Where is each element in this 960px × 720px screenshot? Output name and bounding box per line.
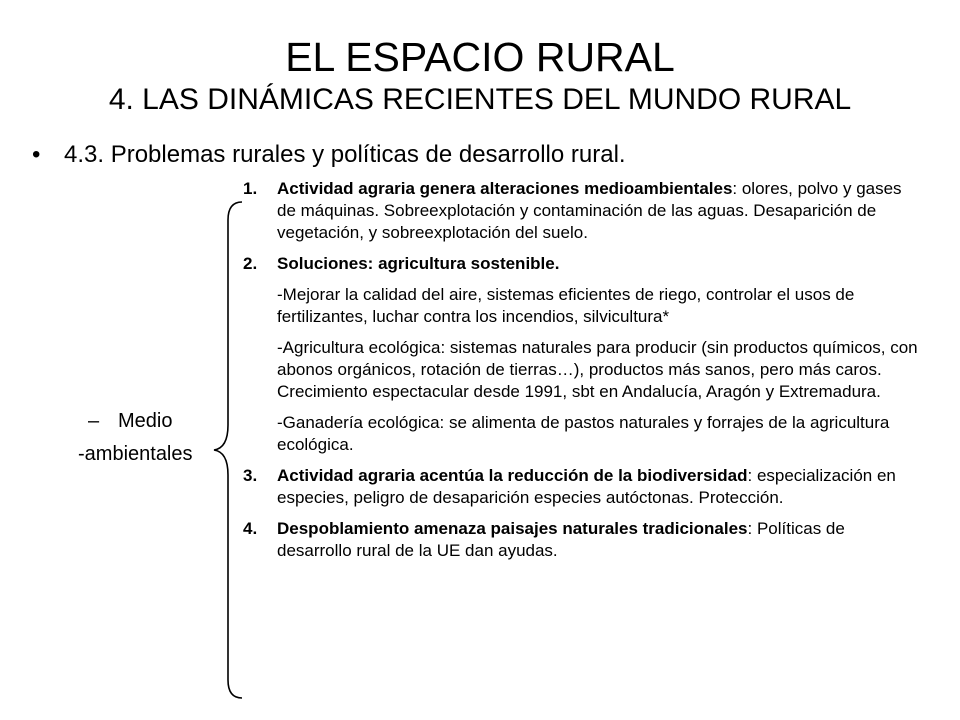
item-paragraph: -Agricultura ecológica: sistemas naturales para producir (sin productos químicos, con abonos orgánicos, rotación de tierras…), productos más sanos, pero más caros. Crecimiento espectacular desde 1991, sbt en Andalucía, Aragón y Extremadura. [277, 338, 918, 401]
item-number: 2. [243, 254, 258, 273]
item-number: 3. [243, 466, 258, 485]
section-heading: 4.3. Problemas rurales y políticas de desarrollo rural. [64, 141, 626, 168]
item-text: : Políticas de desarrollo rural de la UE dan ayudas. [277, 519, 845, 560]
page-title: EL ESPACIO RURAL [285, 34, 675, 80]
item-number: 1. [243, 179, 258, 198]
list-item [243, 178, 923, 244]
item-heading: Actividad agraria genera alteraciones medioambientales [277, 179, 733, 198]
problem-list [243, 178, 923, 571]
page-subtitle: 4. LAS DINÁMICAS RECIENTES DEL MUNDO RURAL [108, 83, 852, 116]
item-heading: Despoblamiento amenaza paisajes naturales tradicionales [277, 519, 748, 538]
list-item [243, 465, 923, 509]
list-item [243, 253, 923, 275]
category-label-line2: -ambientales [78, 443, 193, 465]
list-item [243, 518, 923, 562]
curly-brace-icon [210, 200, 246, 700]
item-paragraph: -Ganadería ecológica: se alimenta de pastos naturales y forrajes de la agricultura ecológica. [277, 413, 890, 454]
item-heading: Soluciones: agricultura sostenible. [277, 254, 560, 273]
item-text: : olores, polvo y gases de máquinas. Sobreexplotación y contaminación de las aguas. Desaparición de vegetación, y sobreexplotación del suelo. [277, 179, 902, 242]
bullet-icon: • [32, 141, 41, 168]
category-label-line1: Medio [118, 410, 173, 432]
item-paragraph: -Mejorar la calidad del aire, sistemas eficientes de riego, controlar el usos de fertilizantes, luchar contra los incendios, silvicultura* [277, 285, 855, 326]
item-number: 4. [243, 519, 258, 538]
item-heading: Actividad agraria acentúa la reducción de la biodiversidad [277, 466, 748, 485]
dash-icon: – [88, 410, 100, 432]
slide-title [0, 34, 960, 118]
item-text: : especialización en especies, peligro de desaparición especies autóctonas. Protección. [277, 466, 896, 507]
